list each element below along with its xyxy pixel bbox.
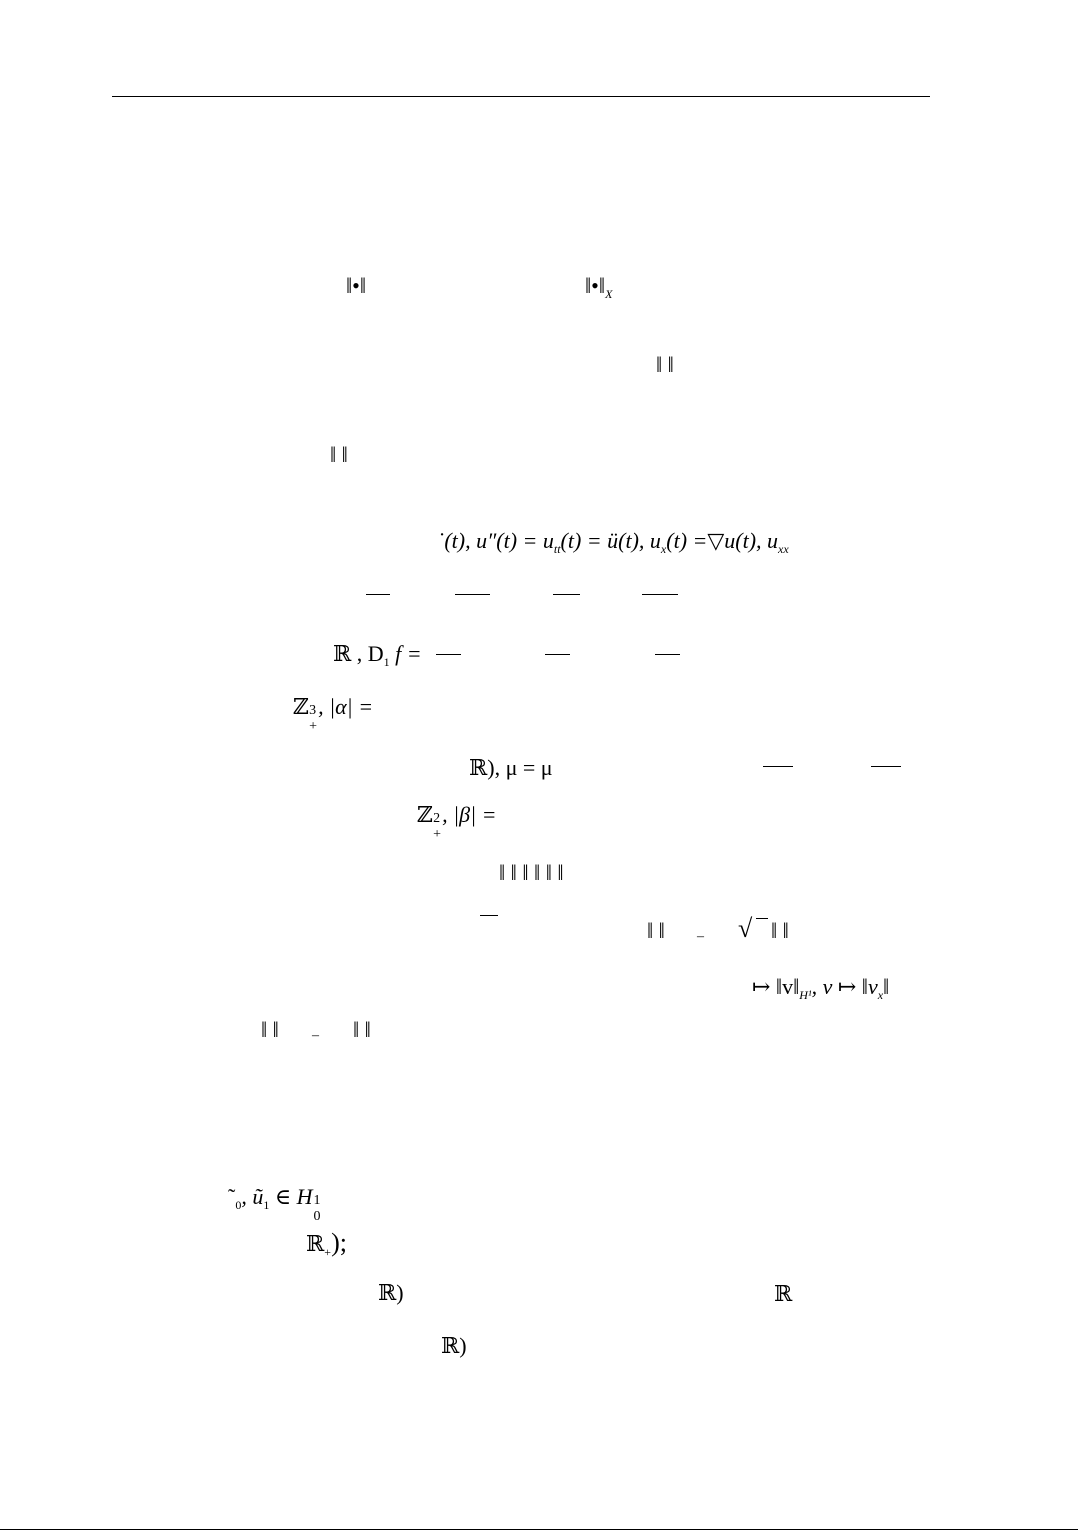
norms-row: ‖ ‖ ‖ ‖ ‖ ‖	[499, 860, 564, 885]
fraction-bar	[763, 766, 793, 767]
measure-definition: ℝ), μ = μ	[469, 755, 553, 780]
fraction-bar	[366, 594, 390, 595]
r-close: ℝ)	[441, 1333, 467, 1358]
fraction-bar	[655, 654, 680, 655]
fraction-bar	[436, 654, 461, 655]
r-paren: ℝ)	[378, 1280, 404, 1305]
multi-index-alpha: ℤ 3 + , |α| =	[293, 694, 374, 734]
header-rule	[112, 96, 930, 97]
norms-last-a: ‖ ‖	[261, 1017, 279, 1042]
fraction-bar	[642, 594, 678, 595]
norm-bullet-x: $‖•‖_X$	[585, 273, 613, 301]
norms-sqrt-c: ‖ ‖	[771, 918, 789, 943]
fraction-bar	[553, 594, 580, 595]
norm-bullet: ‖•‖	[346, 273, 367, 298]
partial-derivative-definition: ℝ , $D_1$ f =	[333, 641, 422, 669]
footer-rule	[0, 1529, 1078, 1530]
fraction-bar	[545, 654, 570, 655]
norm-maps: ↦ $‖v‖_{H^1}$, v ↦ $‖v_x‖$	[752, 974, 890, 1002]
sqrt-overbar	[756, 918, 768, 919]
norm-empty-2: ‖ ‖	[330, 442, 348, 467]
multi-index-beta: ℤ 2 + , |β| =	[417, 802, 497, 842]
fraction-bar	[871, 766, 901, 767]
norms-sqrt-a: ‖ ‖	[647, 918, 665, 943]
fraction-bar	[480, 915, 498, 916]
fraction-bar	[455, 594, 490, 595]
r-symbol: ℝ	[774, 1281, 793, 1306]
norms-last-minus: –	[312, 1028, 319, 1043]
norms-sqrt-minus: –	[697, 929, 704, 944]
r-plus: ℝ$_+$);	[306, 1228, 347, 1259]
sqrt-symbol: √	[738, 914, 753, 943]
norms-last-b: ‖ ‖	[353, 1017, 371, 1042]
initial-data: $˜_0$, $ũ_1$ ∈ H 1 0	[228, 1184, 321, 1224]
norm-empty-1: ‖ ‖	[656, 352, 674, 377]
derivative-notation: ˙(t), $u''(t) = u_{tt}(t)$ = ü(t), $u_x(t)$ =▽u(t), $u_{xx}$	[437, 528, 789, 556]
